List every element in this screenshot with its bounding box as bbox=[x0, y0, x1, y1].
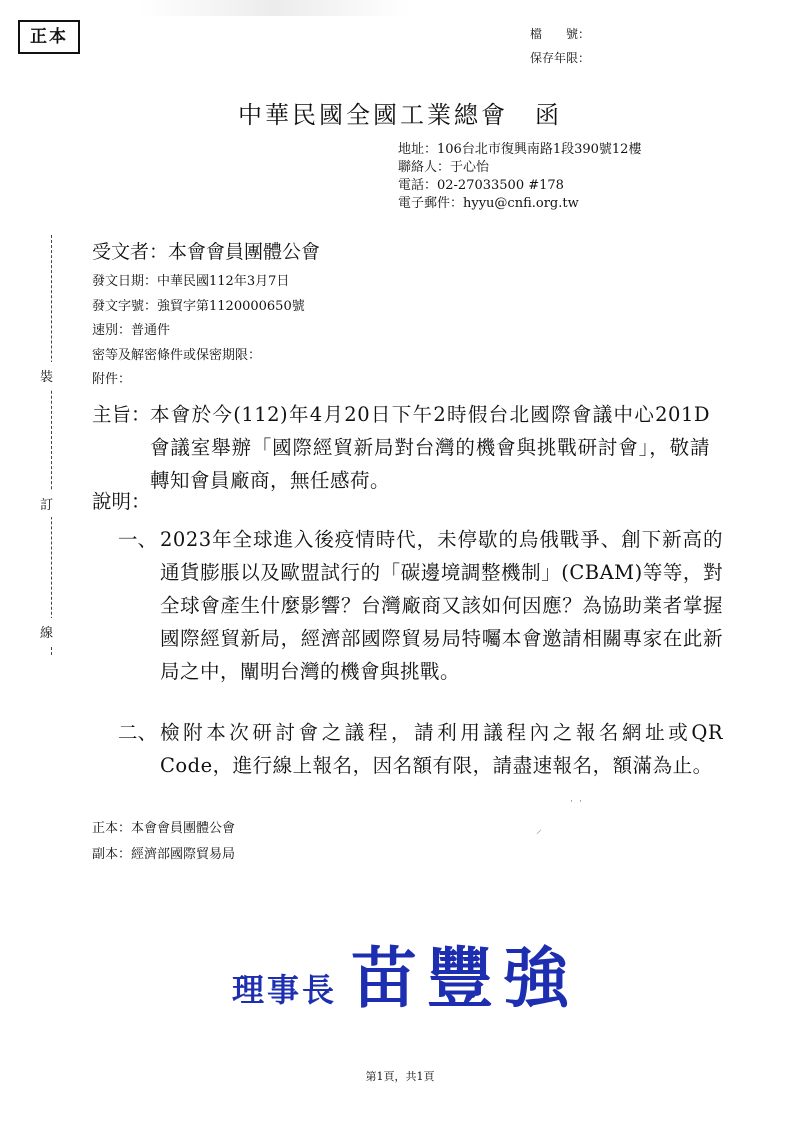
sender-contact: 聯絡人：于心怡 bbox=[398, 160, 490, 175]
subject-text: 本會於今(112)年4月20日下午2時假台北國際會議中心201D會議室舉辦「國際經貿新局對台灣的機會與挑戰研討會」，敬請轉知會員廠商，無任感荷。 bbox=[150, 403, 710, 492]
chairman-title: 理事長 bbox=[232, 971, 338, 1009]
binding-mark-ding: 訂 bbox=[40, 490, 53, 517]
delivery-speed: 速別：普通件 bbox=[92, 323, 171, 338]
scan-smudge bbox=[140, 0, 410, 16]
sender-phone: 電話：02-27033500 #178 bbox=[398, 178, 564, 193]
description-item-text: 2023年全球進入後疫情時代，未停歇的烏俄戰爭、創下新高的通貨膨脹以及歐盟試行的「碳邊境調整機制」(CBAM)等等，對全球會產生什麼影響？台灣廠商又該如何因應？為協助業者掌握國際經貿新局，經濟部國際貿易局特囑本會邀請相關專家在此新局之中，闡明台灣的機會與挑戰。 bbox=[160, 528, 723, 683]
original-recipient: 正本：本會會員團體公會 bbox=[92, 821, 236, 836]
description-item-number: 一、 bbox=[118, 528, 158, 551]
description-label: 說明： bbox=[92, 490, 151, 513]
chairman-signature-stamp bbox=[232, 925, 579, 1020]
pencil-mark: ⸝ bbox=[536, 822, 543, 836]
original-copy-stamp: 正本 bbox=[18, 20, 80, 54]
retention-period-label: 保存年限： bbox=[530, 51, 591, 65]
sender-address: 地址：106台北市復興南路1段390號12樓 bbox=[398, 142, 642, 157]
sender-email: 電子郵件：hyyu@cnfi.org.tw bbox=[398, 196, 579, 211]
duplicate-recipient: 副本：經濟部國際貿易局 bbox=[92, 847, 236, 862]
document-number: 發文字號：強貿字第1120000650號 bbox=[92, 298, 305, 314]
document-info bbox=[92, 270, 305, 393]
copies-section bbox=[92, 816, 235, 868]
binding-dashed-line bbox=[51, 235, 52, 655]
archive-info bbox=[530, 22, 590, 70]
file-number-label: 檔 號： bbox=[530, 27, 591, 41]
page-number: 第1頁，共1頁 bbox=[365, 1070, 435, 1083]
recipient: 受文者：本會會員團體公會 bbox=[92, 241, 321, 263]
description-item-text: 檢附本次研討會之議程，請利用議程內之報名網址或QR Code，進行線上報名，因名額有限，請盡速報名，額滿為止。 bbox=[160, 721, 723, 777]
blue-ink-dots: ˙˙ bbox=[569, 800, 587, 811]
binding-mark-xian: 線 bbox=[40, 618, 53, 645]
description-item-number: 二、 bbox=[118, 721, 158, 744]
secrecy-level: 密等及解密條件或保密期限： bbox=[92, 347, 262, 363]
subject-label: 主旨： bbox=[92, 403, 151, 426]
sender-info bbox=[398, 141, 641, 213]
document-title: 中華民國全國工業總會 函 bbox=[238, 101, 562, 129]
binding-mark-zhuang: 裝 bbox=[40, 362, 53, 389]
issue-date: 發文日期：中華民國112年3月7日 bbox=[92, 274, 290, 289]
chairman-name: 苗豐強 bbox=[351, 939, 580, 1017]
attachment: 附件： bbox=[92, 372, 132, 387]
